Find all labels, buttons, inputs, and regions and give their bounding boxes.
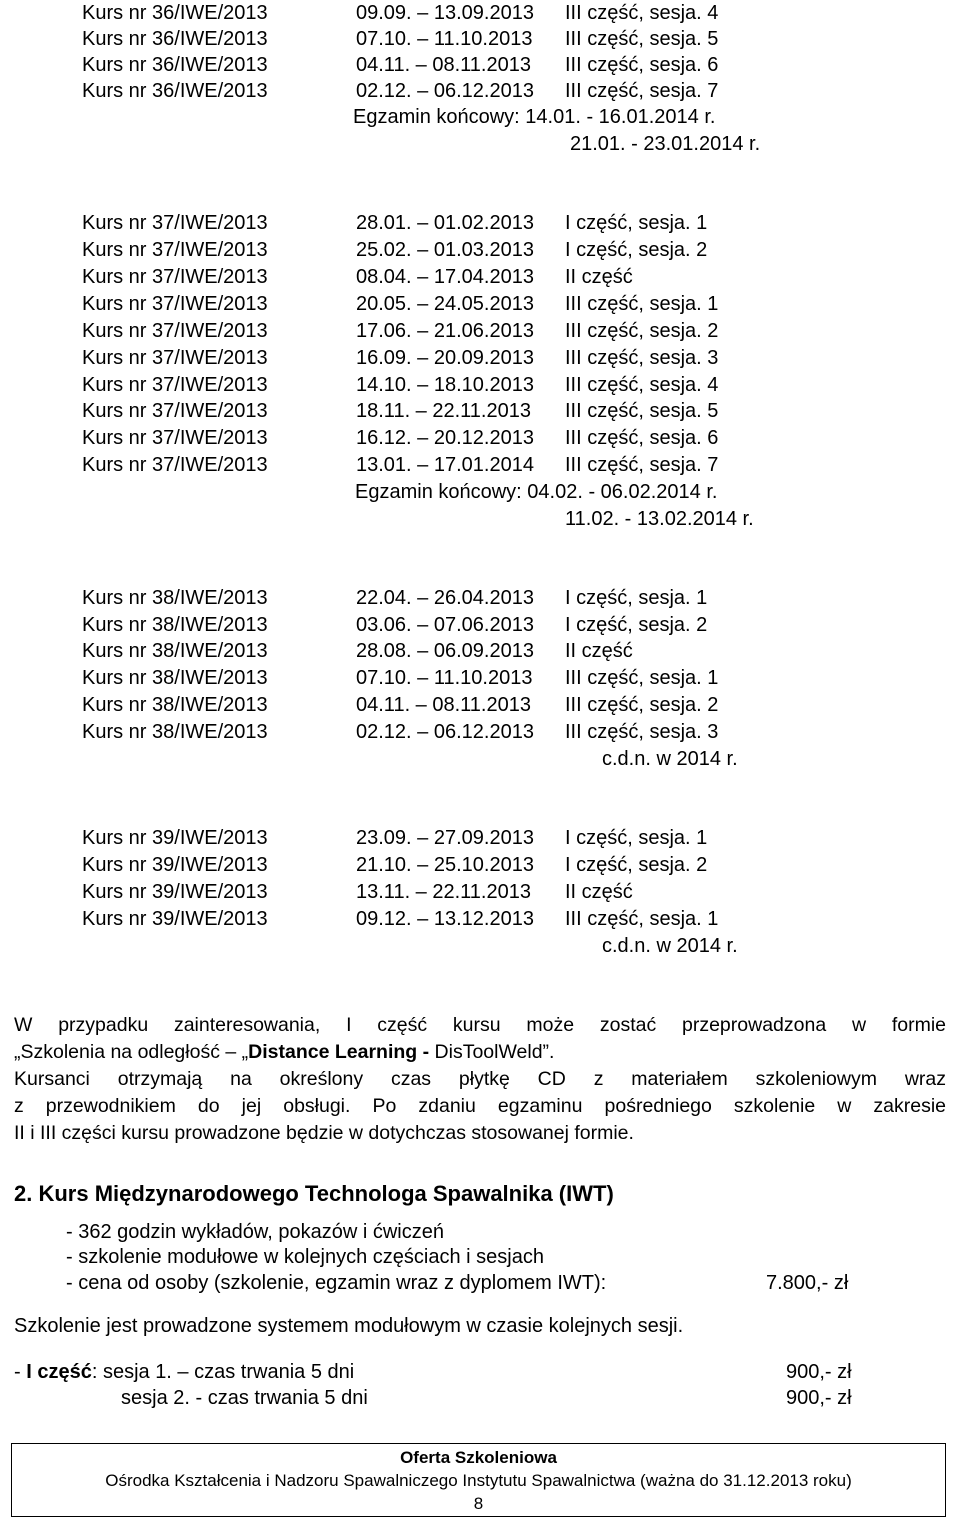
course-name: Kurs nr 39/IWE/2013 <box>82 908 268 930</box>
part-label: I część <box>26 1361 92 1383</box>
bullet-item: - 362 godzin wykładów, pokazów i ćwiczeń <box>66 1221 444 1243</box>
course-part: II część <box>565 640 633 662</box>
course-name: Kurs nr 37/IWE/2013 <box>82 400 268 422</box>
footer-title: Oferta Szkoleniowa <box>400 1448 557 1467</box>
course-dates: 13.01. – 17.01.2014 <box>356 454 534 476</box>
course-part: III część, sesja. 3 <box>565 721 719 743</box>
course-name: Kurs nr 39/IWE/2013 <box>82 881 268 903</box>
course-dates: 14.10. – 18.10.2013 <box>356 374 534 396</box>
course-name: Kurs nr 38/IWE/2013 <box>82 667 268 689</box>
footer-subtitle: Ośrodka Kształcenia i Nadzoru Spawalniczego Instytutu Spawalnictwa (ważna do 31.12.2013 roku) <box>105 1471 852 1490</box>
course-dates: 20.05. – 24.05.2013 <box>356 293 534 315</box>
course-dates: 09.12. – 13.12.2013 <box>356 908 534 930</box>
course-name: Kurs nr 36/IWE/2013 <box>82 80 268 102</box>
course-name: Kurs nr 37/IWE/2013 <box>82 266 268 288</box>
distance-learning-label: Distance Learning - <box>248 1041 430 1063</box>
continued-note: c.d.n. w 2014 r. <box>602 748 738 770</box>
course-name: Kurs nr 38/IWE/2013 <box>82 640 268 662</box>
paragraph-line: Kursanci otrzymają na określony czas płytkę CD z materiałem szkoleniowym wraz <box>14 1068 946 1090</box>
course-dates: 18.11. – 22.11.2013 <box>356 400 531 422</box>
course-name: Kurs nr 37/IWE/2013 <box>82 239 268 261</box>
page-footer <box>11 1443 946 1517</box>
course-name: Kurs nr 37/IWE/2013 <box>82 454 268 476</box>
final-exam-dates: Egzamin końcowy: 04.02. - 06.02.2014 r. <box>355 481 718 503</box>
paragraph-line: II i III części kursu prowadzone będzie w dotychczas stosowanej formie. <box>14 1122 634 1144</box>
course-name: Kurs nr 37/IWE/2013 <box>82 427 268 449</box>
course-part: III część, sesja. 2 <box>565 694 719 716</box>
course-name: Kurs nr 36/IWE/2013 <box>82 54 268 76</box>
course-part: III część, sesja. 1 <box>565 908 719 930</box>
course-part: I część, sesja. 1 <box>565 212 708 234</box>
paragraph-line: z przewodnikiem do jej obsługi. Po zdaniu egzaminu pośredniego szkolenie w zakresie <box>14 1095 946 1117</box>
course-dates: 28.01. – 01.02.2013 <box>356 212 534 234</box>
course-part: II część <box>565 266 633 288</box>
course-part: III część, sesja. 2 <box>565 320 719 342</box>
course-dates: 02.12. – 06.12.2013 <box>356 80 534 102</box>
bullet-item: - cena od osoby (szkolenie, egzamin wraz z dyplomem IWT): <box>66 1272 607 1294</box>
part-1-session-1: - I część: sesja 1. – czas trwania 5 dni <box>14 1361 355 1383</box>
course-dates: 25.02. – 01.03.2013 <box>356 239 534 261</box>
course-name: Kurs nr 36/IWE/2013 <box>82 28 268 50</box>
course-dates: 13.11. – 22.11.2013 <box>356 881 531 903</box>
course-name: Kurs nr 37/IWE/2013 <box>82 293 268 315</box>
course-dates: 03.06. – 07.06.2013 <box>356 614 534 636</box>
session-1-price: 900,- zł <box>786 1361 852 1383</box>
course-dates: 23.09. – 27.09.2013 <box>356 827 534 849</box>
final-exam-dates-2: 21.01. - 23.01.2014 r. <box>570 133 761 155</box>
course-part: III część, sesja. 5 <box>565 28 719 50</box>
course-name: Kurs nr 36/IWE/2013 <box>82 2 268 24</box>
course-dates: 04.11. – 08.11.2013 <box>356 54 531 76</box>
bullet-item: - szkolenie modułowe w kolejnych częściach i sesjach <box>66 1246 544 1268</box>
course-dates: 07.10. – 11.10.2013 <box>356 667 533 689</box>
course-dates: 17.06. – 21.06.2013 <box>356 320 534 342</box>
session-2-price: 900,- zł <box>786 1387 852 1409</box>
course-part: III część, sesja. 7 <box>565 454 719 476</box>
paragraph-line: W przypadku zainteresowania, I część kursu może zostać przeprowadzona w formie <box>14 1014 946 1036</box>
course-part: III część, sesja. 6 <box>565 427 719 449</box>
course-part: III część, sesja. 7 <box>565 80 719 102</box>
paragraph-line-distance <box>14 1039 946 1066</box>
course-dates: 07.10. – 11.10.2013 <box>356 28 533 50</box>
course-part: III część, sesja. 3 <box>565 347 719 369</box>
course-dates: 16.09. – 20.09.2013 <box>356 347 534 369</box>
course-dates: 16.12. – 20.12.2013 <box>356 427 534 449</box>
course-part: III część, sesja. 4 <box>565 374 719 396</box>
module-info: Szkolenie jest prowadzone systemem modułowym w czasie kolejnych sesji. <box>14 1315 684 1337</box>
course-dates: 22.04. – 26.04.2013 <box>356 587 534 609</box>
continued-note: c.d.n. w 2014 r. <box>602 935 738 957</box>
course-dates: 21.10. – 25.10.2013 <box>356 854 534 876</box>
course-name: Kurs nr 37/IWE/2013 <box>82 212 268 234</box>
course-part: III część, sesja. 6 <box>565 54 719 76</box>
course-part: I część, sesja. 2 <box>565 239 708 261</box>
course-part: III część, sesja. 1 <box>565 293 719 315</box>
course-name: Kurs nr 38/IWE/2013 <box>82 694 268 716</box>
course-part: I część, sesja. 1 <box>565 827 708 849</box>
part-1-session-2: sesja 2. - czas trwania 5 dni <box>121 1387 368 1409</box>
page-number: 8 <box>473 1494 484 1513</box>
course-part: I część, sesja. 2 <box>565 614 708 636</box>
course-dates: 28.08. – 06.09.2013 <box>356 640 534 662</box>
course-part: II część <box>565 881 633 903</box>
course-name: Kurs nr 38/IWE/2013 <box>82 721 268 743</box>
course-name: Kurs nr 37/IWE/2013 <box>82 374 268 396</box>
course-dates: 08.04. – 17.04.2013 <box>356 266 534 288</box>
course-part: III część, sesja. 4 <box>565 2 719 24</box>
course-name: Kurs nr 37/IWE/2013 <box>82 320 268 342</box>
distoolweld-label: DisToolWeld”. <box>429 1041 555 1063</box>
course-name: Kurs nr 38/IWE/2013 <box>82 614 268 636</box>
final-exam-dates: Egzamin końcowy: 14.01. - 16.01.2014 r. <box>353 106 716 128</box>
course-part: I część, sesja. 2 <box>565 854 708 876</box>
distance-learning-paragraph <box>14 1012 946 1147</box>
course-part: III część, sesja. 5 <box>565 400 719 422</box>
section-heading: 2. Kurs Międzynarodowego Technologa Spawalnika (IWT) <box>14 1181 614 1206</box>
course-part: III część, sesja. 1 <box>565 667 719 689</box>
course-dates: 09.09. – 13.09.2013 <box>356 2 534 24</box>
course-name: Kurs nr 39/IWE/2013 <box>82 827 268 849</box>
paragraph-text: „Szkolenia na odległość – „ <box>14 1041 249 1063</box>
course-price: 7.800,- zł <box>766 1272 849 1294</box>
course-name: Kurs nr 39/IWE/2013 <box>82 854 268 876</box>
course-dates: 02.12. – 06.12.2013 <box>356 721 534 743</box>
course-part: I część, sesja. 1 <box>565 587 708 609</box>
course-name: Kurs nr 37/IWE/2013 <box>82 347 268 369</box>
course-name: Kurs nr 38/IWE/2013 <box>82 587 268 609</box>
course-dates: 04.11. – 08.11.2013 <box>356 694 531 716</box>
final-exam-dates-2: 11.02. - 13.02.2014 r. <box>565 508 754 530</box>
